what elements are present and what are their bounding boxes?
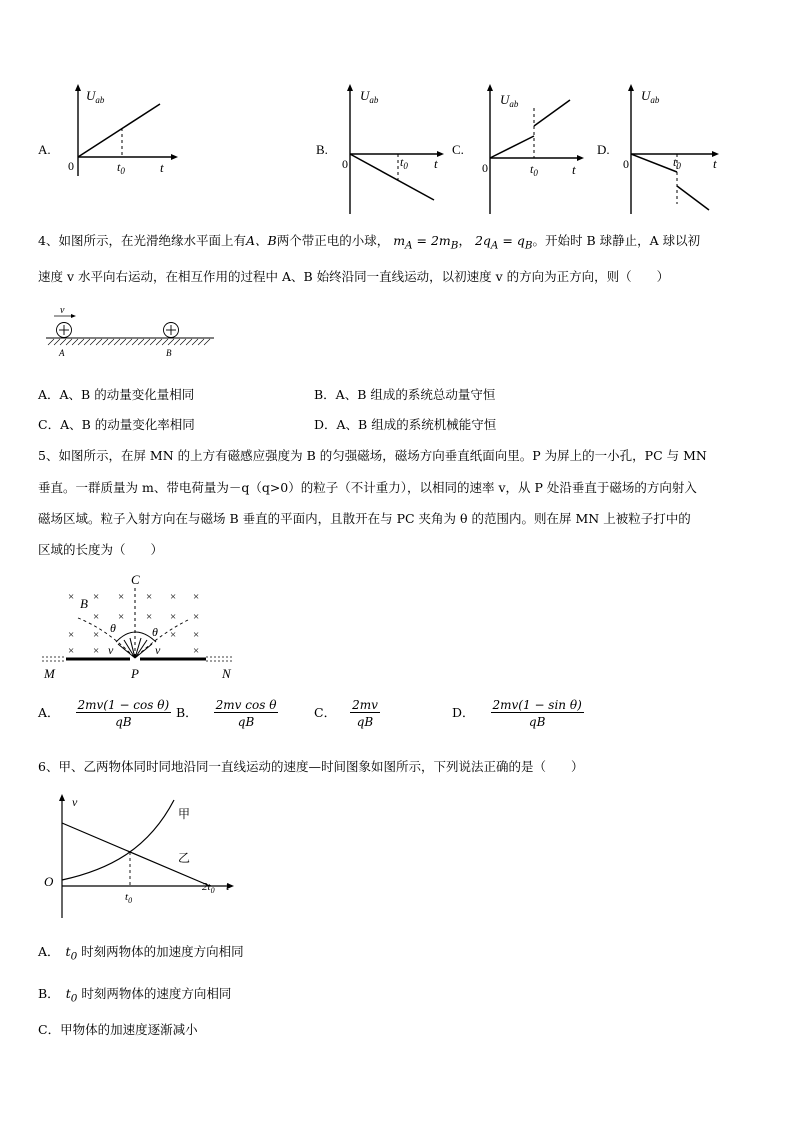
- q6-ylabel: v: [72, 795, 78, 809]
- q6-stem: 6、甲、乙两物体同时同地沿同一直线运动的速度—时间图象如图所示，下列说法正确的是（ ）: [38, 759, 584, 774]
- svg-text:×: ×: [170, 591, 177, 603]
- q5-theta-left: θ: [110, 621, 116, 635]
- graph-d-origin: 0: [623, 157, 629, 171]
- graph-a-tick: $t_0$: [117, 160, 125, 176]
- graph-c-tick: $t_0$: [530, 162, 538, 178]
- graph-d-letter: D.: [597, 142, 610, 157]
- q4-fig-a-label: A: [59, 348, 65, 358]
- q4-option-a[interactable]: A．A、B 的动量变化量相同: [38, 387, 195, 402]
- q4-fig-v-label: v: [60, 305, 65, 316]
- q5-stem-line3: 磁场区域。粒子入射方向在与磁场 B 垂直的平面内，且散开在与 PC 夹角为 θ 的范围内。则在屏 MN 上被粒子打中的: [38, 511, 691, 526]
- q6-xlabel: t: [226, 879, 230, 893]
- svg-text:×: ×: [118, 611, 125, 623]
- q6-origin: O: [44, 874, 54, 889]
- svg-text:×: ×: [170, 629, 177, 641]
- svg-text:×: ×: [93, 591, 100, 603]
- graph-c: [474, 80, 594, 220]
- svg-text:×: ×: [68, 591, 75, 603]
- q5-stem-line2: 垂直。一群质量为 m、带电荷量为－q（q>0）的粒子（不计重力），以相同的速率 v，从 P 处沿垂直于磁场的方向射入: [38, 480, 697, 495]
- svg-text:×: ×: [193, 629, 200, 641]
- graph-a-ylabel: $U_{ab}$: [86, 88, 105, 105]
- q6-option-c[interactable]: C．甲物体的加速度逐渐减小: [38, 1022, 198, 1037]
- graph-b-xlabel: t: [434, 156, 438, 171]
- q4-stem-line1: 4、如图所示，在光滑绝缘水平面上有A、B两个带正电的小球， $m_A = 2m_B$， $2q_A = q_B$。开始时 B 球静止，A 球以初: [38, 233, 701, 252]
- graph-d-ylabel: $U_{ab}$: [641, 88, 660, 105]
- q4-stem-line2: 速度 v 水平向右运动，在相互作用的过程中 A、B 始终沿同一直线运动，以初速度 v 的方向为正方向，则（ ）: [38, 269, 670, 284]
- graph-b-ylabel: $U_{ab}$: [360, 88, 379, 105]
- q5-stem-line1: 5、如图所示，在屏 MN 的上方有磁感应强度为 B 的匀强磁场，磁场方向垂直纸面向里。P 为屏上的一小孔，PC 与 MN: [38, 448, 707, 463]
- graph-d: [615, 80, 735, 220]
- svg-text:×: ×: [146, 611, 153, 623]
- graph-b-letter: B.: [316, 142, 328, 157]
- q6-figure: [38, 790, 248, 920]
- graph-d-xlabel: t: [713, 156, 717, 171]
- graph-b-tick: $t_0$: [400, 155, 408, 171]
- q5-label-p: P: [131, 666, 139, 681]
- q4-fig-b-label: B: [166, 348, 172, 358]
- q4-option-c[interactable]: C．A、B 的动量变化率相同: [38, 417, 195, 432]
- svg-text:×: ×: [193, 591, 200, 603]
- q4-ground-hatch: [48, 339, 210, 345]
- q6-tick-2t0: $2t_0$: [202, 881, 215, 895]
- graph-a-letter: A.: [38, 142, 51, 157]
- q6-option-a[interactable]: A． $t_0$ 时刻两物体的加速度方向相同: [38, 944, 244, 963]
- q6-label-jia: 甲: [178, 807, 191, 821]
- graph-b-origin: 0: [342, 157, 348, 171]
- graph-c-letter: C.: [452, 142, 464, 157]
- q5-v-right: v: [155, 643, 161, 657]
- q6-tick-t0: $t_0$: [125, 891, 133, 905]
- q5-theta-right: θ: [152, 625, 158, 639]
- q5-label-n: N: [222, 666, 231, 681]
- graph-a-xlabel: t: [160, 160, 164, 175]
- q5-label-c: C: [131, 572, 140, 587]
- q4-eq2: $2q_A = q_B$: [474, 233, 533, 252]
- svg-text:×: ×: [193, 611, 200, 623]
- q3-graphs: [0, 80, 794, 220]
- svg-text:×: ×: [193, 645, 200, 657]
- graph-c-origin: 0: [482, 161, 488, 175]
- q6-option-b[interactable]: B． $t_0$ 时刻两物体的速度方向相同: [38, 986, 232, 1005]
- svg-text:×: ×: [68, 629, 75, 641]
- q4-figure: [40, 302, 220, 362]
- svg-text:×: ×: [93, 645, 100, 657]
- q5-option-a[interactable]: A． $\frac{\text{2mv(1 − cos θ)}}{qB}$: [38, 698, 170, 729]
- q5-option-d[interactable]: D． $\frac{\text{2mv(1 − sin θ)}}{qB}$: [452, 698, 582, 729]
- graph-a: [62, 80, 182, 180]
- svg-text:×: ×: [93, 629, 100, 641]
- svg-text:×: ×: [146, 591, 153, 603]
- q5-option-c[interactable]: C． $\frac{2mv}{qB}$: [314, 698, 378, 729]
- q5-stem-line4: 区域的长度为（ ）: [38, 542, 164, 557]
- q5-v-left: v: [108, 643, 114, 657]
- graph-c-ylabel: $U_{ab}$: [500, 92, 519, 109]
- q5-option-b[interactable]: B． $\frac{\text{2mv cos θ}}{qB}$: [176, 698, 277, 729]
- graph-a-origin: 0: [68, 159, 74, 173]
- q4-option-b[interactable]: B．A、B 组成的系统总动量守恒: [314, 387, 496, 402]
- svg-text:×: ×: [170, 611, 177, 623]
- svg-text:×: ×: [68, 645, 75, 657]
- graph-b: [334, 80, 454, 220]
- q4-eq1: $m_A = 2m_B$: [393, 233, 459, 252]
- q6-label-yi: 乙: [178, 851, 191, 865]
- q5-label-m: M: [44, 666, 55, 681]
- q4-option-d[interactable]: D．A、B 组成的系统机械能守恒: [314, 417, 497, 432]
- q5-label-b: B: [80, 596, 88, 611]
- svg-text:×: ×: [118, 591, 125, 603]
- graph-c-xlabel: t: [572, 162, 576, 177]
- q5-figure: [38, 570, 248, 684]
- svg-text:×: ×: [93, 611, 100, 623]
- graph-d-tick: $t_0$: [673, 155, 681, 171]
